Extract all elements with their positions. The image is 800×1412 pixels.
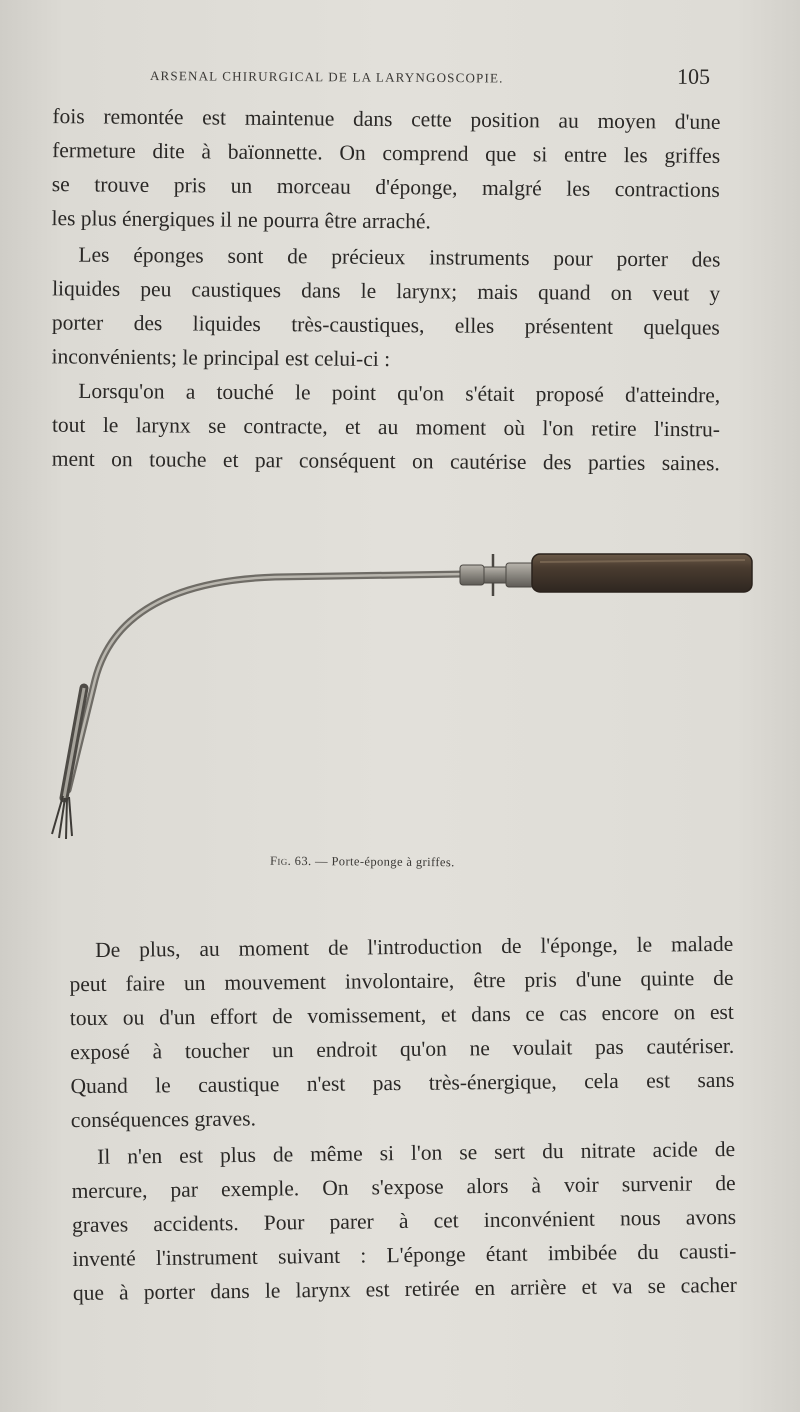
text-line: se trouve pris un morceau d'éponge, malgré les contractions <box>51 172 720 202</box>
text-line: Les éponges sont de précieux instruments pour porter des <box>78 242 721 272</box>
paragraph-5 <box>71 1132 737 1310</box>
text-line: inventé l'instrument suivant : L'éponge étant imbibée du causti- <box>72 1238 737 1272</box>
paragraph-1 <box>51 99 720 241</box>
text-line: les plus énergiques il ne pourra être arraché. <box>51 206 431 234</box>
paragraph-3 <box>52 374 721 481</box>
figure-caption-text: — Porte-éponge à griffes. <box>315 854 455 870</box>
text-line: exposé à toucher un endroit qu'on ne voulait pas cautériser. <box>70 1033 735 1065</box>
page-header <box>150 60 710 94</box>
figure-caption <box>270 854 570 872</box>
text-line: fois remontée est maintenue dans cette position au moyen d'une <box>52 104 721 134</box>
text-line: porter des liquides très-caustiques, elles présentent quelques <box>51 310 720 340</box>
paragraph-4 <box>69 927 735 1137</box>
text-line: liquides peu caustiques dans le larynx; mais quand on veut y <box>52 276 721 306</box>
text-line: fermeture dite à baïonnette. On comprend que si entre les griffes <box>52 138 721 168</box>
text-line: conséquences graves. <box>70 1106 257 1133</box>
figure-label: Fig. 63. <box>269 853 312 869</box>
text-line: graves accidents. Pour parer à cet inconvénient nous avons <box>71 1204 737 1238</box>
text-line: Il n'en est plus de même si l'on se sert du nitrate acide de <box>97 1136 736 1169</box>
text-line: toux ou d'un effort de vomissement, et dans ce cas encore on est <box>69 999 734 1031</box>
text-line: inconvénients; le principal est celui-ci : <box>51 344 391 372</box>
page-number: 105 <box>676 63 711 89</box>
figure-sponge-holder <box>40 540 760 860</box>
text-line: De plus, au moment de l'introduction de l'éponge, le malade <box>95 931 734 962</box>
text-line: peut faire un mouvement involontaire, être pris d'une quinte de <box>69 965 734 997</box>
text-line: tout le larynx se contracte, et au moment où l'on retire l'instru- <box>51 412 721 442</box>
sponge-holder-illustration <box>40 540 760 850</box>
text-line: ment on touche et par conséquent on cautérise des parties saines. <box>51 446 720 476</box>
text-line: que à porter dans le larynx est retirée en arrière et va se cacher <box>72 1272 737 1306</box>
text-line: Lorsqu'on a touché le point qu'on s'était proposé d'atteindre, <box>78 378 721 408</box>
text-line: mercure, par exemple. On s'expose alors à voir survenir de <box>71 1170 736 1204</box>
running-head: ARSENAL CHIRURGICAL DE LA LARYNGOSCOPIE. <box>149 68 504 86</box>
text-line: Quand le caustique n'est pas très-énergique, cela est sans <box>70 1067 735 1099</box>
paragraph-2 <box>51 237 720 378</box>
